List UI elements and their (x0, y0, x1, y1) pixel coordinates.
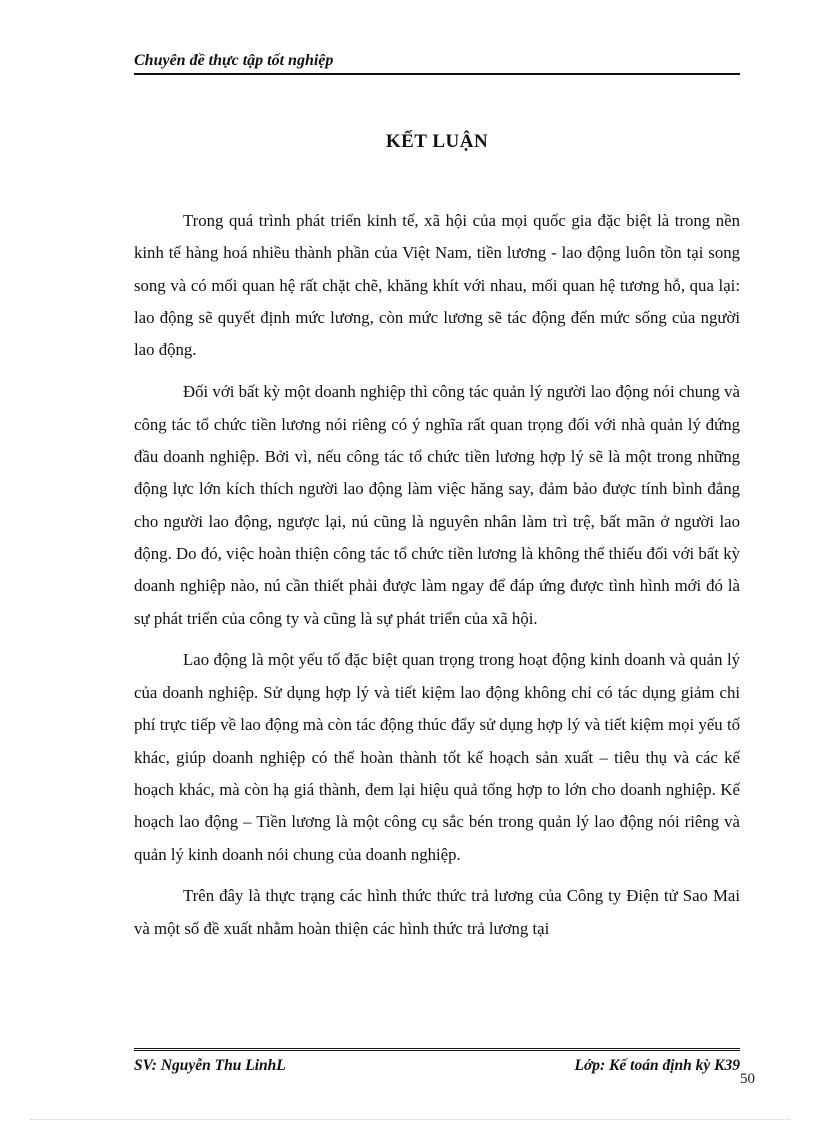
page-edge-divider (30, 1119, 790, 1120)
page-footer (134, 1048, 740, 1081)
header-title: Chuyên đề thực tập tốt nghiệp (134, 52, 334, 69)
paragraph-1: Trong quá trình phát triển kinh tế, xã hội của mọi quốc gia đặc biệt là trong nền kinh tế hàng hoá nhiều thành phần của Việt Nam, tiền lương - lao động luôn tồn tại song song và có mối quan hệ rất chặt chẽ, khăng khít với nhau, mối quan hệ tương hỗ, qua lại: lao động sẽ quyết định mức lương, còn mức lương sẽ tác động đến mức sống của người lao động. (134, 211, 740, 360)
page-number: 50 (740, 1071, 755, 1087)
footer-class: Lớp: Kế toán định kỳ K39 (574, 1057, 740, 1074)
paragraph-2: Đối với bất kỳ một doanh nghiệp thì công tác quản lý người lao động nói chung và công tác tổ chức tiền lương nói riêng có ý nghĩa rất quan trọng đối với nhà quản lý đứng đầu doanh nghiệp. Bởi vì, nếu công tác tổ chức tiền lương hợp lý sẽ là một trong những động lực lớn kích thích người lao động làm việc hăng say, đảm bảo được tính bình đẳng cho người lao động, ngược lại, nú cũng là nguyên nhân làm trì trệ, bất mãn ở người lao động. Do đó, việc hoàn thiện công tác tổ chức tiền lương là không thể thiếu đối với bất kỳ doanh nghiệp nào, nú cần thiết phải được làm ngay để đáp ứng được tình hình mới đó là sự phát triển của công ty và cũng là sự phát triển của xã hội. (134, 382, 740, 628)
paragraph-4: Trên đây là thực trạng các hình thức thức trả lương của Công ty Điện tử Sao Mai và một số đề xuất nhằm hoàn thiện các hình thức trả lương tại (134, 886, 740, 938)
body-text (134, 205, 740, 955)
footer-student: SV: Nguyễn Thu LinhL (134, 1057, 286, 1074)
paragraph-3: Lao động là một yếu tố đặc biệt quan trọng trong hoạt động kinh doanh và quản lý của doanh nghiệp. Sử dụng hợp lý và tiết kiệm lao động không chỉ có tác dụng giảm chi phí trực tiếp về lao động mà còn tác động thúc đẩy sử dụng hợp lý và tiết kiệm mọi yếu tố khác, giúp doanh nghiệp có thể hoàn thành tốt kế hoạch sản xuất – tiêu thụ và các kế hoạch khác, mà còn hạ giá thành, đem lại hiệu quả tổng hợp to lớn cho doanh nghiệp. Kế hoạch lao động – Tiền lương là một công cụ sắc bén trong quản lý lao động nói riêng và quản lý kinh doanh nói chung của doanh nghiệp. (134, 650, 740, 864)
page-title: KẾT LUẬN (385, 131, 489, 152)
page-header (134, 49, 740, 75)
